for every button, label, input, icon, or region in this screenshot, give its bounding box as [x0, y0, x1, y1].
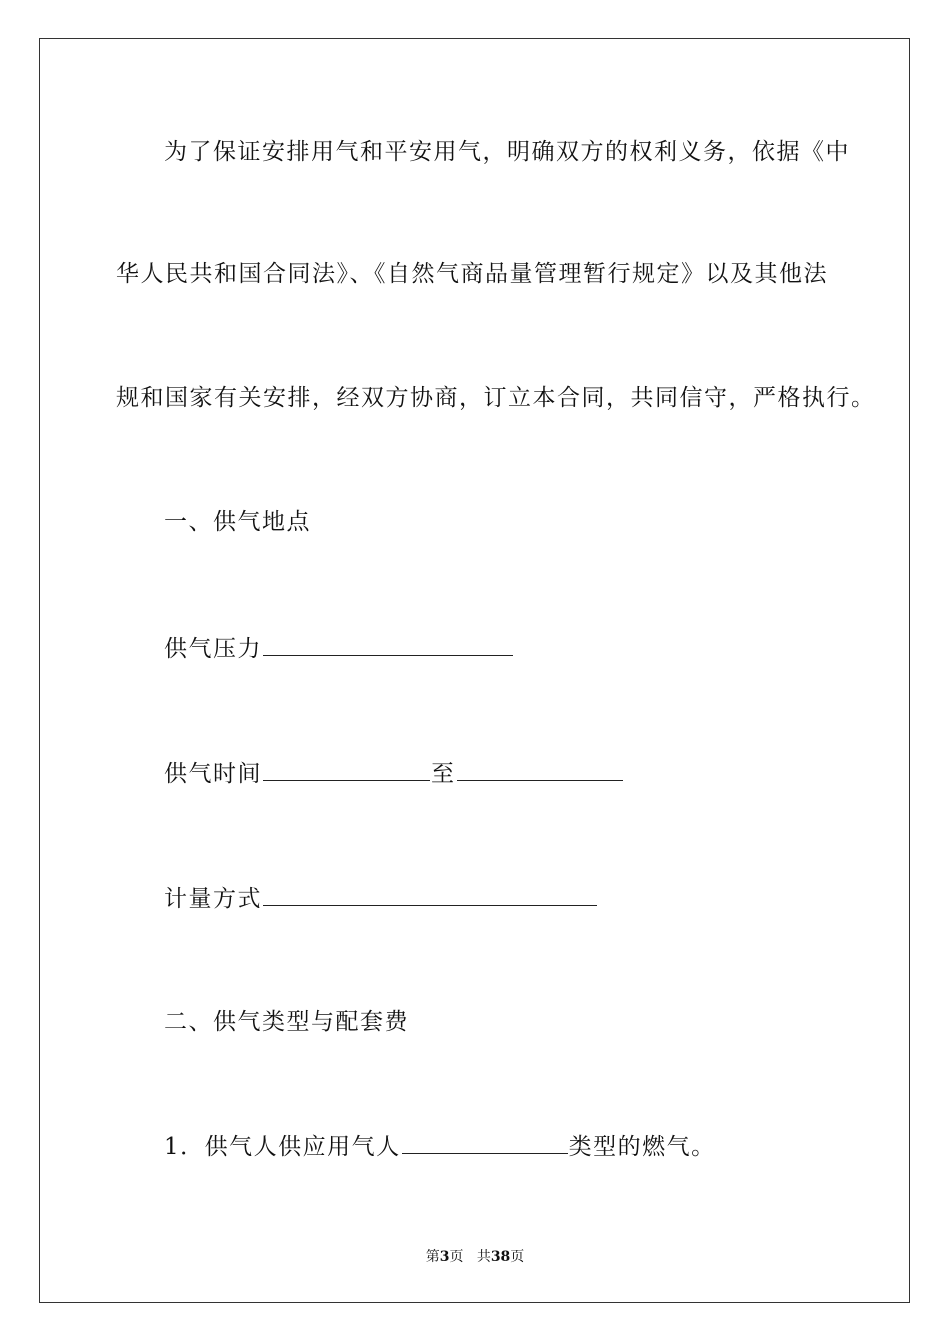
- footer-page-suffix: 页: [449, 1249, 464, 1265]
- item-1-suffix: 类型的燃气。: [568, 1134, 716, 1160]
- footer-total-number: 38: [490, 1249, 511, 1265]
- page-border: [39, 38, 910, 1303]
- metering-label: 计量方式: [164, 886, 262, 912]
- footer-page-prefix: 第: [425, 1249, 440, 1265]
- footer-total-prefix: 共: [476, 1249, 491, 1265]
- supply-time-start-blank: [263, 758, 430, 781]
- supply-time-row: [164, 758, 624, 789]
- paragraph-line-1: 为了保证安排用气和平安用气，明确双方的权利义务，依据《中: [164, 139, 850, 165]
- supply-time-label: 供气时间: [164, 761, 262, 787]
- supply-pressure-row: [164, 633, 514, 664]
- supply-pressure-blank: [263, 633, 513, 656]
- supply-pressure-label: 供气压力: [164, 636, 262, 662]
- footer-page-number: 3: [439, 1249, 450, 1265]
- gas-type-blank: [402, 1131, 568, 1154]
- footer-total-suffix: 页: [510, 1249, 525, 1265]
- item-1-prefix: 1．供气人供应用气人: [164, 1134, 401, 1160]
- item-1-row: [164, 1131, 716, 1162]
- supply-time-end-blank: [457, 758, 623, 781]
- metering-row: [164, 883, 598, 914]
- section-1-heading: 一、供气地点: [164, 509, 311, 535]
- page-footer: [0, 1247, 950, 1267]
- metering-blank: [263, 883, 597, 906]
- section-2-heading: 二、供气类型与配套费: [164, 1009, 409, 1035]
- supply-time-to: 至: [431, 761, 456, 787]
- paragraph-line-2: 华人民共和国合同法》、《自然气商品量管理暂行规定》以及其他法: [116, 261, 828, 287]
- paragraph-line-3: 规和国家有关安排，经双方协商，订立本合同，共同信守，严格执行。: [116, 385, 876, 411]
